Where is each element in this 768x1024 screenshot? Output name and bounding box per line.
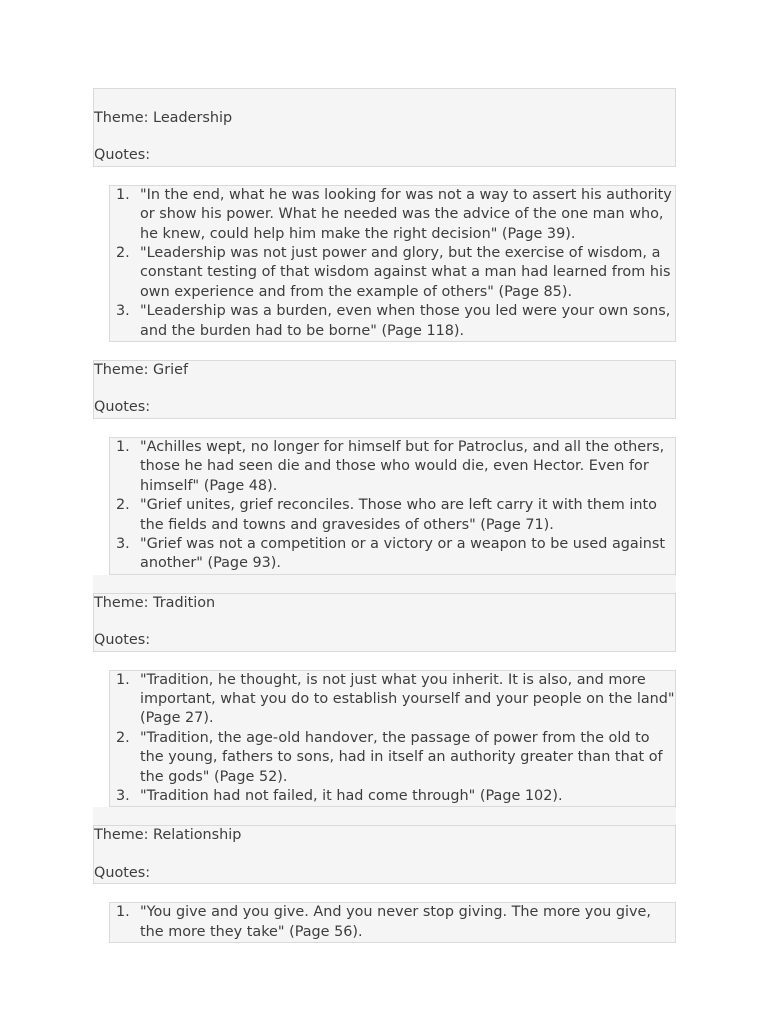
- theme-section-leadership: [93, 88, 676, 342]
- spacer: [93, 575, 676, 593]
- quote-list: [110, 671, 675, 807]
- quote-item: [110, 729, 675, 787]
- theme-section-tradition: [93, 575, 676, 808]
- quote-list: [110, 186, 675, 341]
- quote-number: 1.: [116, 438, 130, 455]
- quote-number: 3.: [116, 535, 130, 552]
- theme-section-relationship: [93, 807, 676, 943]
- quote-number: 2.: [116, 245, 130, 262]
- theme-header-box: [93, 825, 676, 884]
- quote-item: [110, 438, 675, 496]
- theme-section-grief: [93, 342, 676, 575]
- quote-item: [110, 671, 675, 729]
- quote-text: "Tradition, the age-old handover, the passage of power from the old to the young, fathers to sons, had in itself an authority greater than that of the gods" (Page 52).: [140, 729, 663, 785]
- quote-item: [110, 787, 675, 806]
- quote-number: 3.: [116, 303, 130, 320]
- quote-number: 1.: [116, 186, 130, 203]
- quote-item: [110, 302, 675, 341]
- quote-number: 2.: [116, 729, 130, 746]
- document: [93, 88, 676, 943]
- theme-header-box: [93, 593, 676, 652]
- quote-number: 1.: [116, 904, 130, 921]
- theme-title: Theme: Tradition: [94, 594, 216, 611]
- quote-text: "You give and you give. And you never stop giving. The more you give, the more they take" (Page 56).: [140, 904, 651, 940]
- theme-header-box: [93, 88, 676, 167]
- quote-list: [110, 438, 675, 574]
- quotes-label: Quotes:: [94, 864, 151, 881]
- quote-text: "Grief was not a competition or a victory or a weapon to be used against another" (Page 93).: [140, 535, 666, 572]
- spacer: [93, 652, 676, 670]
- spacer: [93, 419, 676, 437]
- spacer: [93, 167, 676, 185]
- quote-text: "Leadership was a burden, even when those you led were your own sons, and the burden had to be borne" (Page 118).: [140, 303, 671, 339]
- quote-item: [110, 186, 675, 244]
- theme-header-box: [93, 360, 676, 419]
- quote-text: "Tradition, he thought, is not just what you inherit. It is also, and more important, what you do to establish yourself and your people on the land" (Page 27).: [140, 671, 675, 727]
- quote-number: 2.: [116, 497, 130, 514]
- quotes-box: [109, 902, 676, 943]
- quotes-box: [109, 670, 676, 808]
- spacer: [93, 884, 676, 902]
- quote-item: [110, 535, 675, 574]
- quote-text: "Grief unites, grief reconciles. Those who are left carry it with them into the fields and towns and gravesides of others" (Page 71).: [140, 497, 657, 533]
- quote-number: 3.: [116, 787, 130, 804]
- spacer: [93, 342, 676, 360]
- theme-title: Theme: Leadership: [94, 110, 233, 126]
- quote-item: [110, 903, 675, 942]
- theme-title: Theme: Relationship: [94, 827, 242, 844]
- theme-title: Theme: Grief: [94, 362, 189, 379]
- quote-text: "Tradition had not failed, it had come through" (Page 102).: [140, 787, 563, 804]
- quote-item: [110, 244, 675, 302]
- quote-item: [110, 496, 675, 535]
- quote-text: "In the end, what he was looking for was not a way to assert his authority or show his power. What he needed was the advice of the one man who, he knew, could help him make the right decision" (Page 39).: [140, 186, 672, 242]
- spacer: [93, 807, 676, 825]
- quote-list: [110, 903, 675, 942]
- quote-text: "Leadership was not just power and glory, but the exercise of wisdom, a constant testing of that wisdom against what a man had learned from his own experience and from the example of others" (Page 85).: [140, 245, 671, 300]
- quotes-label: Quotes:: [94, 147, 151, 164]
- quotes-label: Quotes:: [94, 399, 151, 416]
- quotes-label: Quotes:: [94, 632, 151, 649]
- quotes-box: [109, 185, 676, 342]
- quote-text: "Achilles wept, no longer for himself but for Patroclus, and all the others, those he had seen die and those who would die, even Hector. Even for himself" (Page 48).: [140, 438, 665, 494]
- quotes-box: [109, 437, 676, 575]
- quote-number: 1.: [116, 671, 130, 688]
